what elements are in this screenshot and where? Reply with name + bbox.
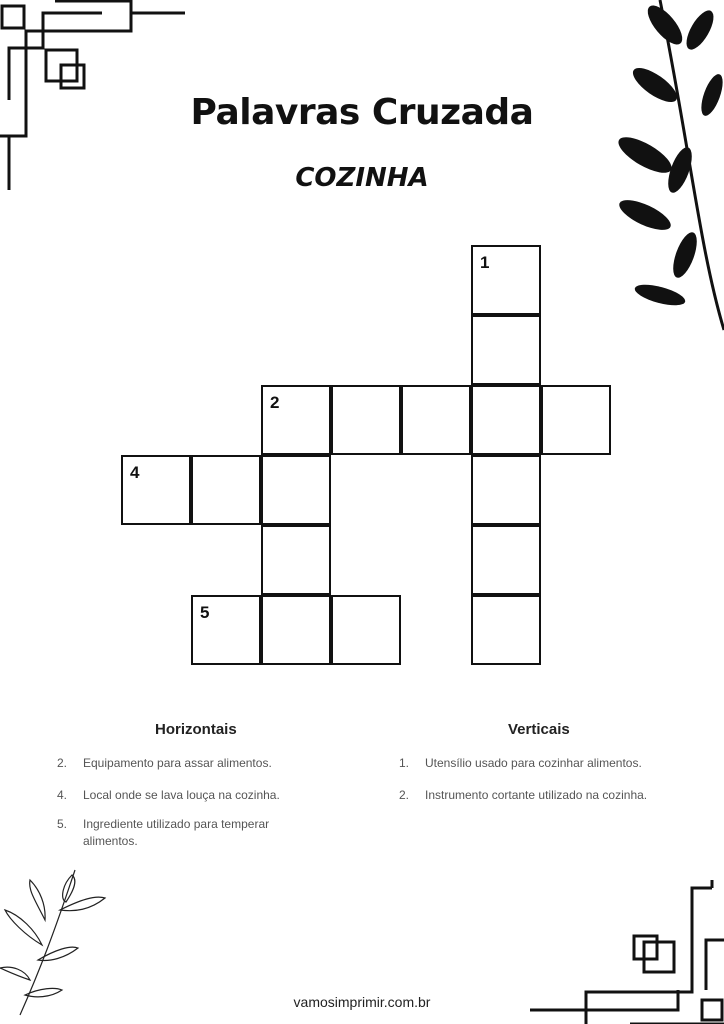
grid-cell[interactable] bbox=[261, 525, 331, 595]
grid-cell[interactable] bbox=[471, 525, 541, 595]
clue-item: 2. Equipamento para assar alimentos. bbox=[57, 756, 272, 770]
grid-cell[interactable] bbox=[331, 595, 401, 665]
grid-cell[interactable] bbox=[261, 595, 331, 665]
grid-cell[interactable] bbox=[261, 385, 331, 455]
grid-cell[interactable] bbox=[401, 385, 471, 455]
clue-number: 4 bbox=[130, 463, 140, 482]
grid-cell[interactable] bbox=[191, 595, 261, 665]
grid-cell[interactable] bbox=[541, 385, 611, 455]
clue-item: 2. Instrumento cortante utilizado na cozinha. bbox=[399, 788, 648, 802]
grid-cell[interactable] bbox=[191, 455, 261, 525]
grid-cell[interactable] bbox=[471, 595, 541, 665]
grid-cell[interactable] bbox=[471, 245, 541, 315]
grid-cell[interactable] bbox=[121, 455, 191, 525]
grid-cell[interactable] bbox=[471, 315, 541, 385]
clue-number: 2 bbox=[270, 393, 280, 412]
grid-cell[interactable] bbox=[261, 455, 331, 525]
page-title: Palavras Cruzada bbox=[190, 92, 534, 133]
page-subtitle: COZINHA bbox=[295, 163, 429, 193]
horizontal-heading: Horizontais bbox=[155, 721, 237, 738]
vertical-heading: Verticais bbox=[508, 721, 570, 738]
clue-item: 5. Ingrediente utilizado para temperar alimentos. bbox=[57, 817, 270, 848]
grid-cell[interactable] bbox=[331, 385, 401, 455]
grid-cell[interactable] bbox=[471, 455, 541, 525]
clue-number: 5 bbox=[200, 603, 210, 622]
clue-number: 1 bbox=[480, 253, 490, 272]
footer-website: vamosimprimir.com.br bbox=[293, 994, 431, 1010]
grid-cell[interactable] bbox=[471, 385, 541, 455]
clue-item: 1. Utensílio usado para cozinhar alimentos. bbox=[399, 756, 642, 770]
clue-item: 4. Local onde se lava louça na cozinha. bbox=[57, 788, 280, 802]
